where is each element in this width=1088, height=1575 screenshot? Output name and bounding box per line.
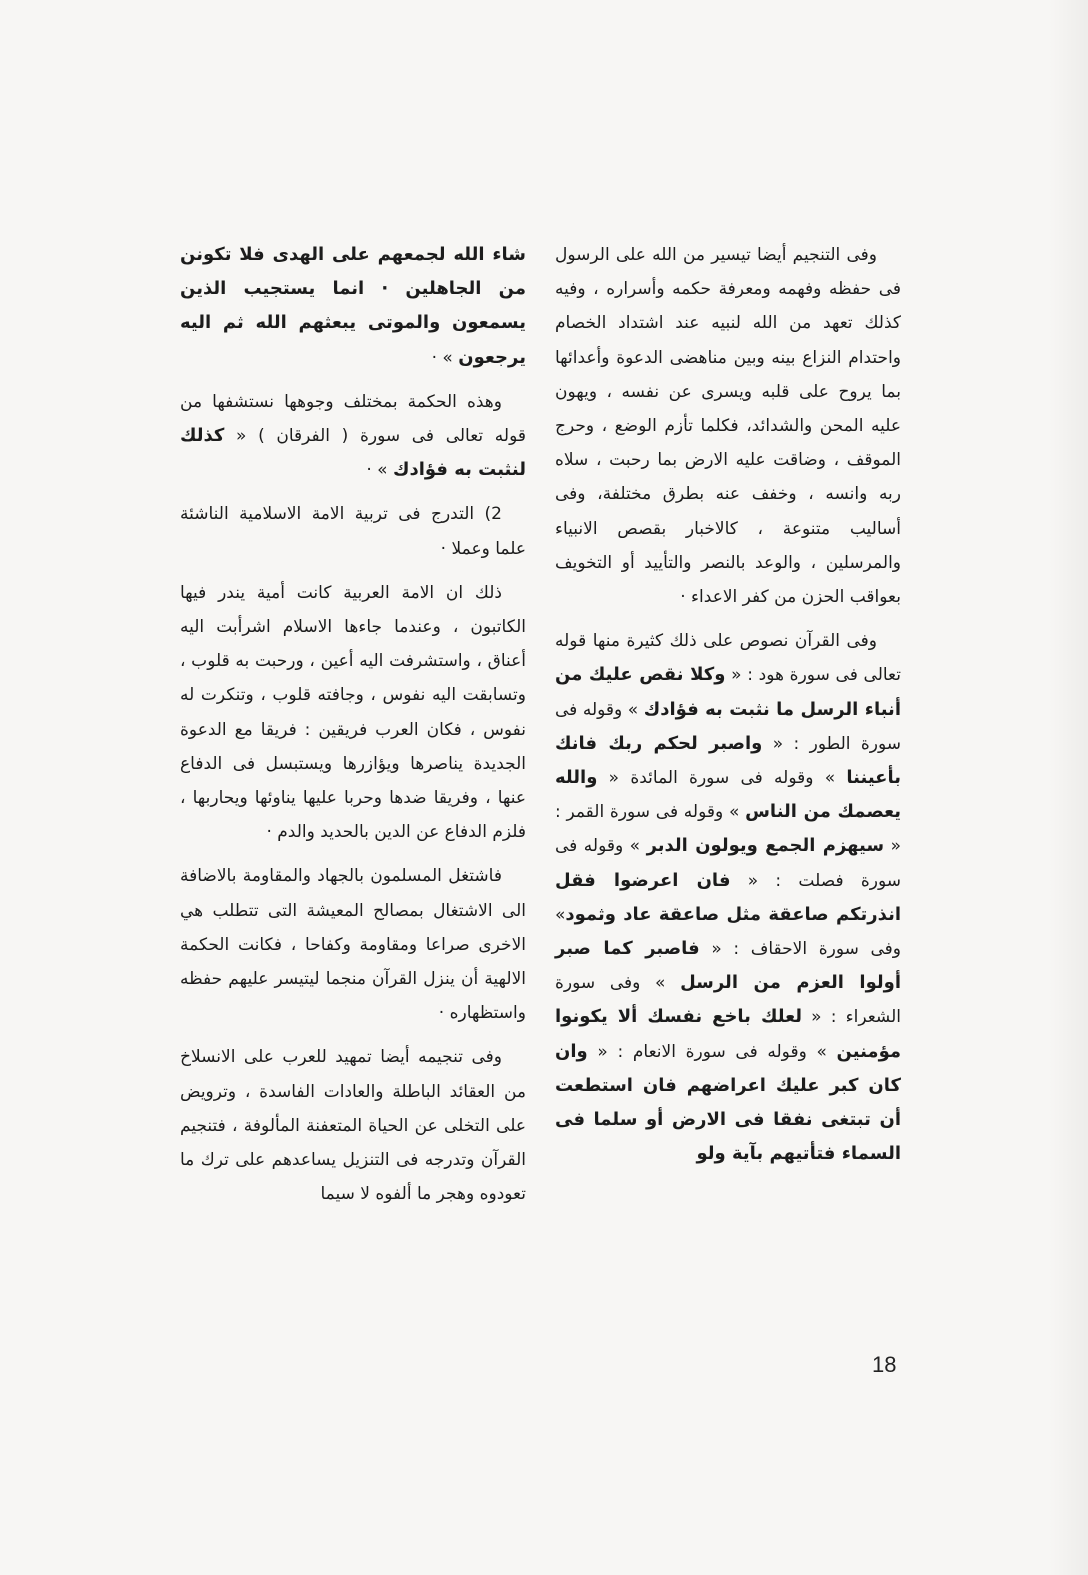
paragraph-text: 2) التدرج فى تربية الامة الاسلامية الناشئة علما وعملا · [180,504,526,559]
paragraph-text: وهذه الحكمة بمختلف وجوهها نستشفها من قوله تعالى فى سورة ( الفرقان ) « [180,391,526,447]
paragraph-text: وفى القرآن نصوص على ذلك كثيرة منها قوله تعالى فى سورة هود : « [555,631,901,686]
section-heading [180,497,526,565]
paragraph [180,859,526,1030]
paragraph-text: ذلك ان الامة العربية كانت أمية يندر فيها الكاتبون ، وعندما جاءها الاسلام اشرأبت اليه أعناق ، واستشرفت اليه أعين ، ورحبت به قلوب ، وتسابقت اليه نفوس ، وجافته قلوب ، وتنكرت له نفوس ، فكان العرب فريقين : فريقا مع الدعوة الجديدة يناصرها ويؤازرها ويستبسل فى الدفاع عنها ، وفريقا ضدها وحربا عليها يناوئها ويحاربها ، فلزم الدفاع عن الدين بالحديد والدم · [180,582,526,843]
paragraph [180,576,526,850]
quran-quote: والله يعصمك من الناس [555,767,901,823]
right-column [555,238,901,1171]
paragraph-text: » · [366,460,393,481]
quran-quote: لعلك باخع نفسك ألا يكونوا مؤمنين [555,1006,901,1062]
paragraph-text: » · [431,347,459,368]
quran-quote: فاصبر كما صبر أولوا العزم من الرسل [555,938,902,994]
quran-quote: فان اعرضوا فقل انذرتكم صاعقة مثل صاعقة عاد وثمود [555,869,901,925]
page-number: 18 [872,1352,897,1377]
paragraph-text: » وقوله فى سورة الانعام : « [587,1041,837,1062]
quran-quote: وان كان كبر عليك اعراضهم فان استطعت أن تبتغى نفقا فى الارض أو سلما فى السماء فتأتيهم بآية ولو [555,1040,901,1165]
paragraph [555,624,901,1171]
paragraph-text: وفى تنجيمه أيضا تمهيد للعرب على الانسلاخ من العقائد الباطلة والعادات الفاسدة ، وترويض على التخلى عن الحياة المتعفنة المألوفة ، فتنجيم القرآن وتدرجه فى التنزيل يساعدهم على ترك ما تعودوه وهجر ما ألفوه لا سيما [180,1047,526,1205]
paragraph-text: » وفى سورة الشعراء : « [555,973,901,1028]
page-edge-shadow [1048,0,1088,1575]
paragraph [180,1040,526,1211]
paragraph-text: » وقوله فى سورة المائدة « [597,768,847,789]
paragraph [555,238,901,614]
paragraph-text: » وقوله فى سورة فصلت : « [555,836,901,891]
paragraph-text: فاشتغل المسلمون بالجهاد والمقاومة بالاضافة الى الاشتغال بمصالح المعيشة التى تتطلب هي الاخرى صراعا ومقاومة وكفاحا ، فكانت الحكمة الالهية أن ينزل القرآن منجما ليتيسر عليهم حفظه واستظهاره · [180,866,526,1024]
paragraph-text: وفى التنجيم أيضا تيسير من الله على الرسول فى حفظه وفهمه ومعرفة حكمه وأسراره ، وفيه كذلك تعهد من الله لنبيه عند اشتداد الخصام واحتدام النزاع بينه وبين مناهضى الدعوة وأعدائها بما يروح على قلبه ويسرى عن نفسه ، ويهون عليه المحن والشدائد، فكلما تأزم الوضع ، وحرج الموقف ، وضاقت عليه الارض بما رحبت ، سلاه ربه وانسه ، وخفف عنه بطرق مختلفة، وفى أساليب متنوعة ، كالاخبار بقصص الانبياء والمرسلين ، والوعد بالنصر والتأييد أو التخويف بعواقب الحزن من كفر الاعداء · [555,245,901,608]
paragraph [180,238,526,375]
left-column [180,238,526,1211]
quran-quote: كذلك لنثبت به فؤادك [180,425,526,481]
quran-quote: شاء الله لجمعهم على الهدى فلا تكونن من الجاهلين · انما يستجيب الذين يسمعون والموتى يبعثهم الله ثم اليه يرجعون [180,244,526,368]
quran-quote: سيهزم الجمع ويولون الدبر [646,835,885,857]
quran-quote: وكلا نقص عليك من أنباء الرسل ما نثبت به فؤادك [555,664,901,720]
paragraph-text: » وقوله فى سورة الطور : « [555,699,902,754]
paragraph-text: » وفى سورة الاحقاف : « [555,904,902,960]
paragraph [180,385,526,488]
quran-quote: واصبر لحكم ربك فانك بأعيننا [555,732,901,789]
paragraph-text: » وقوله فى سورة القمر : « [555,802,901,857]
